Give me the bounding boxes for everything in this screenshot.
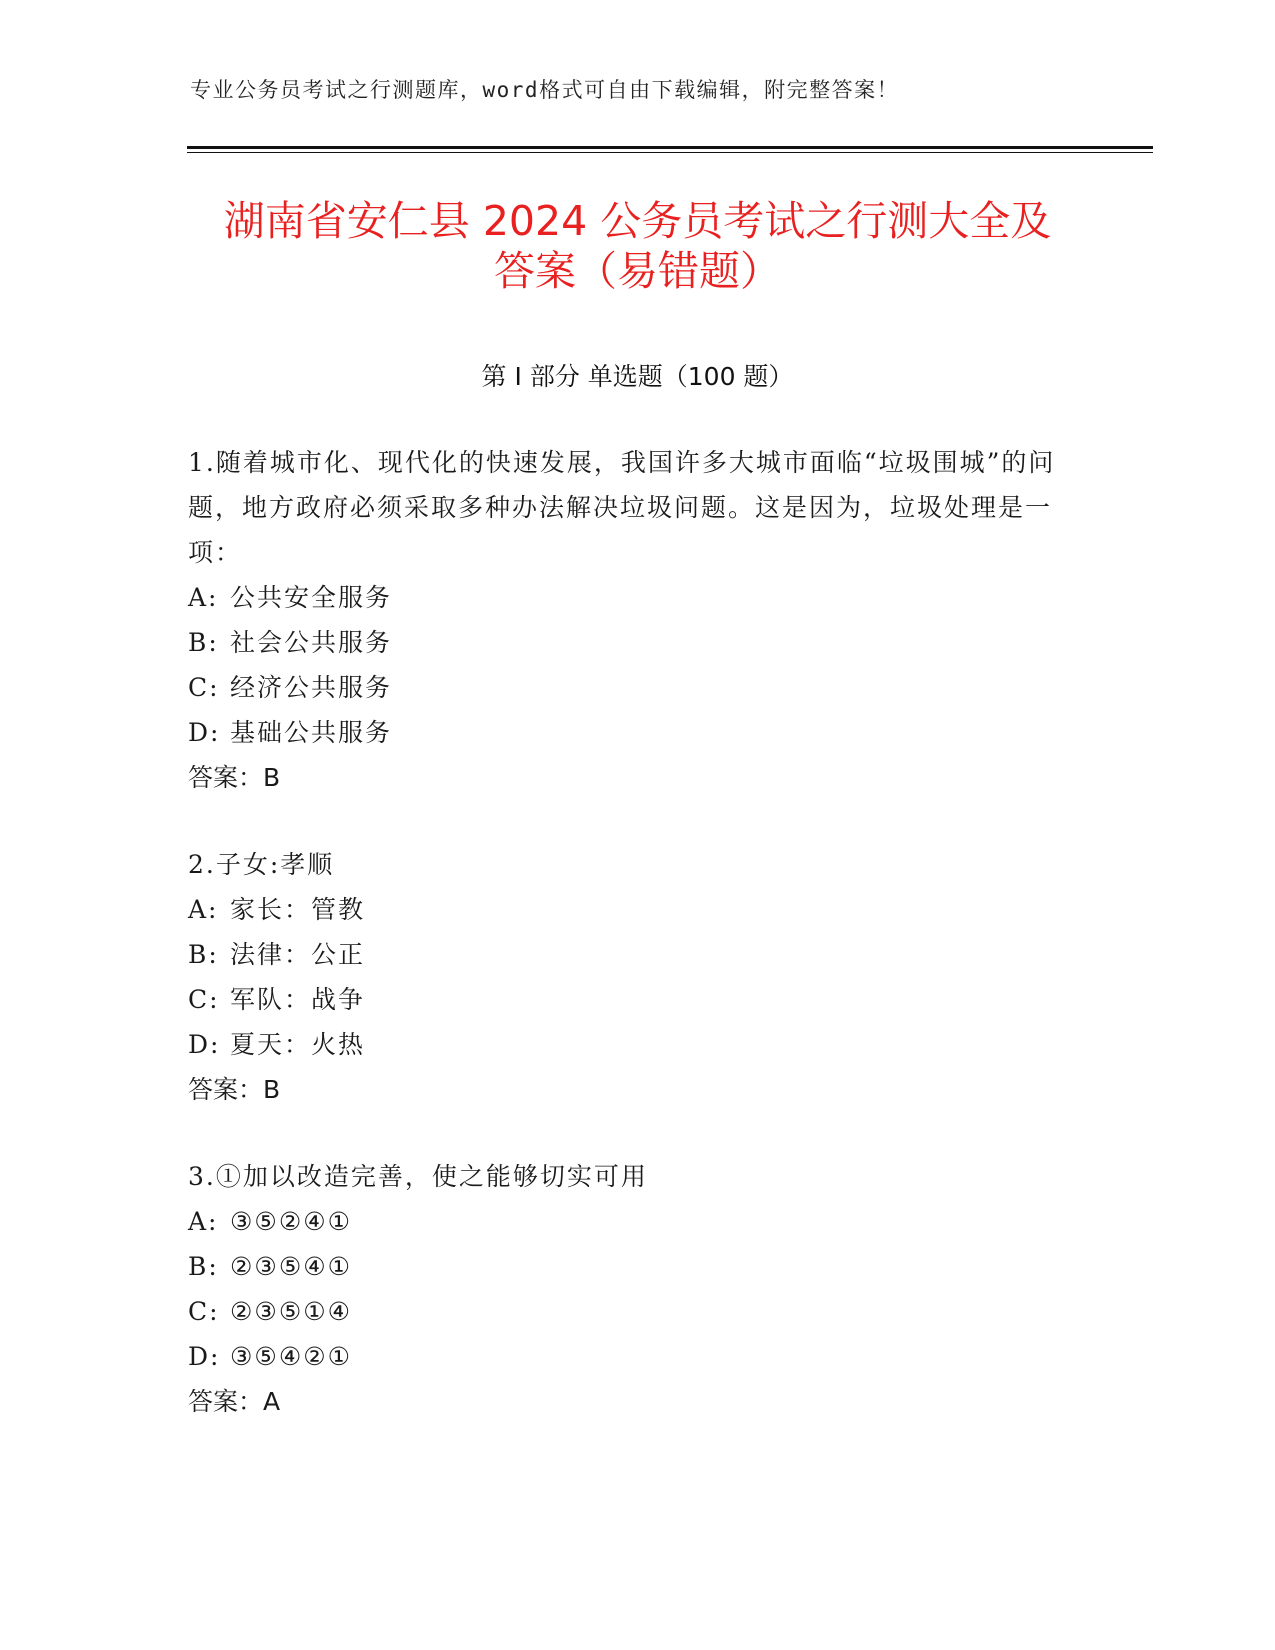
option-text: 夏天：火热 <box>230 1030 366 1059</box>
document-title-line-1: 湖南省安仁县 2024 公务员考试之行测大全及 <box>223 197 1052 245</box>
option-text: ③⑤④②① <box>230 1342 353 1371</box>
option-text: ②③⑤④① <box>230 1252 353 1281</box>
option-text: 基础公共服务 <box>230 718 393 747</box>
option-key: A: <box>188 895 219 924</box>
question-3 <box>188 1154 1068 1424</box>
option-key: B: <box>188 1252 219 1281</box>
option-key: C: <box>188 1297 220 1326</box>
option-key: C: <box>188 985 220 1014</box>
header-rule-thin <box>187 152 1153 153</box>
header-rule-thick <box>187 146 1153 149</box>
option-a <box>188 1199 1068 1244</box>
option-b <box>188 620 1068 665</box>
option-key: A: <box>188 1207 219 1236</box>
option-key: C: <box>188 673 220 702</box>
option-d <box>188 1334 1068 1379</box>
option-b <box>188 1244 1068 1289</box>
question-stem: 2.子女:孝顺 <box>188 850 335 879</box>
document-title-line-2: 答案（易错题） <box>494 247 781 295</box>
answer: 答案：A <box>188 1387 281 1416</box>
question-stem: 3.①加以改造完善，使之能够切实可用 <box>188 1162 648 1191</box>
option-key: A: <box>188 583 219 612</box>
question-1 <box>188 440 1068 800</box>
option-key: B: <box>188 940 219 969</box>
option-b <box>188 932 1068 977</box>
option-text: ③⑤②④① <box>230 1207 353 1236</box>
option-c <box>188 1289 1068 1334</box>
question-list <box>188 440 1068 1466</box>
option-text: 经济公共服务 <box>230 673 393 702</box>
option-a <box>188 575 1068 620</box>
option-c <box>188 977 1068 1022</box>
document-title <box>160 196 1115 296</box>
option-text: 公共安全服务 <box>230 583 393 612</box>
option-text: ②③⑤①④ <box>230 1297 353 1326</box>
option-key: D: <box>188 718 221 747</box>
option-c <box>188 665 1068 710</box>
option-d <box>188 1022 1068 1067</box>
option-a <box>188 887 1068 932</box>
section-title: 第 I 部分 单选题（100 题） <box>481 362 794 391</box>
header-note: 专业公务员考试之行测题库，word格式可自由下载编辑，附完整答案！ <box>190 78 900 102</box>
option-key: D: <box>188 1342 221 1371</box>
option-text: 军队：战争 <box>230 985 366 1014</box>
question-2 <box>188 842 1068 1112</box>
option-d <box>188 710 1068 755</box>
option-text: 家长：管教 <box>230 895 366 924</box>
option-text: 社会公共服务 <box>230 628 393 657</box>
option-text: 法律：公正 <box>230 940 366 969</box>
question-stem: 1.随着城市化、现代化的快速发展，我国许多大城市面临“垃圾围城”的问题，地方政府必须采取多种办法解决垃圾问题。这是因为，垃圾处理是一项： <box>188 448 1056 567</box>
answer: 答案：B <box>188 763 281 792</box>
option-key: B: <box>188 628 219 657</box>
answer: 答案：B <box>188 1075 281 1104</box>
option-key: D: <box>188 1030 221 1059</box>
